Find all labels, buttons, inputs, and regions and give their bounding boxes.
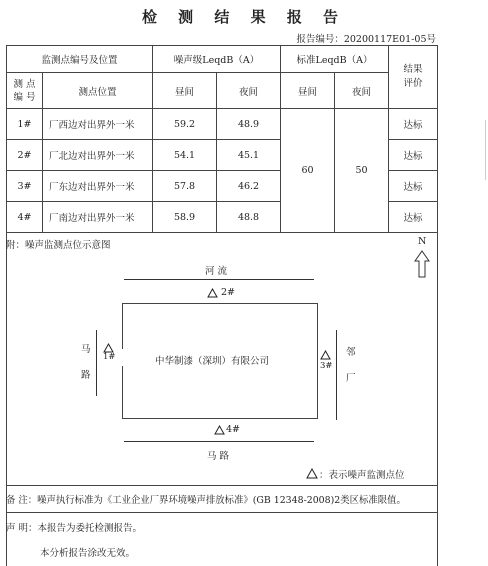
result-value: 达标	[389, 140, 438, 171]
header-std-day: 昼间	[281, 73, 335, 109]
header-location: 测点位置	[43, 73, 153, 109]
company-name: 中华制漆（深圳）有限公司	[155, 356, 270, 367]
point-4-label: 4#	[226, 424, 241, 435]
day-value: 54.1	[153, 140, 217, 171]
header-night: 夜间	[217, 73, 281, 109]
neighbor-char-1: 邻	[346, 347, 356, 358]
header-day: 昼间	[153, 73, 217, 109]
north-arrow-icon	[413, 250, 431, 278]
night-value: 45.1	[217, 140, 281, 171]
standard-night: 50	[335, 109, 389, 233]
result-value: 达标	[389, 109, 438, 140]
road-bottom-label: 马 路	[207, 451, 230, 462]
header-standard: 标准LeqdB（A）	[281, 46, 389, 73]
boundary-gap	[118, 349, 126, 366]
header-point-group: 监测点编号及位置	[7, 46, 153, 73]
point-location: 厂东边对出界外一米	[43, 171, 153, 202]
point-no: 4#	[7, 202, 43, 233]
header-result: 结果 评价	[389, 46, 438, 109]
result-value: 达标	[389, 171, 438, 202]
night-value: 48.8	[217, 202, 281, 233]
point-location: 厂北边对出界外一米	[43, 140, 153, 171]
header-std-night: 夜间	[335, 73, 389, 109]
neighbor-char-2: 厂	[346, 373, 356, 384]
report-number: 报告编号：20200117E01-05号	[296, 34, 436, 45]
night-value: 46.2	[217, 171, 281, 202]
river-line	[124, 279, 314, 280]
statement-line-1: 声 明：本报告为委托检测报告。	[6, 523, 143, 534]
day-value: 59.2	[153, 109, 217, 140]
day-value: 58.9	[153, 202, 217, 233]
statement-line-2: 本分析报告涂改无效。	[40, 548, 136, 559]
table-row	[7, 109, 438, 140]
night-value: 48.9	[217, 109, 281, 140]
point-3-label: 3#	[320, 361, 333, 371]
point-location: 厂西边对出界外一米	[43, 109, 153, 140]
day-value: 57.8	[153, 171, 217, 202]
legend-triangle-icon	[306, 468, 318, 479]
road-bottom-line	[124, 441, 314, 442]
road-left-line	[96, 330, 97, 396]
point-no: 1#	[7, 109, 43, 140]
edge-mark	[477, 120, 486, 180]
page-title: 检 测 结 果 报 告	[141, 8, 347, 26]
road-left-char-2: 路	[81, 370, 91, 381]
diagram-heading: 附：噪声监测点位示意图	[6, 240, 111, 251]
results-table	[6, 45, 438, 233]
point-no: 3#	[7, 171, 43, 202]
remark-text: 备 注：噪声执行标准为《工业企业厂界环境噪声排放标准》(GB 12348-2008)2类区标准限值。	[6, 495, 406, 506]
legend-text: ：表示噪声监测点位	[319, 470, 405, 481]
point-location: 厂南边对出界外一米	[43, 202, 153, 233]
point-1-label: 1#	[103, 352, 116, 362]
point-4-triangle-icon	[214, 425, 225, 435]
point-3-triangle-icon	[320, 350, 331, 360]
header-noise: 噪声级LeqdB（A）	[153, 46, 281, 73]
road-left-char-1: 马	[81, 344, 91, 355]
header-point-no: 测 点 编 号	[7, 73, 43, 109]
north-label: N	[418, 236, 427, 247]
point-no: 2#	[7, 140, 43, 171]
river-label: 河 流	[205, 266, 228, 277]
standard-day: 60	[281, 109, 335, 233]
result-value: 达标	[389, 202, 438, 233]
neighbor-line	[336, 330, 337, 420]
point-2-triangle-icon	[207, 288, 218, 298]
point-2-label: 2#	[221, 287, 236, 298]
